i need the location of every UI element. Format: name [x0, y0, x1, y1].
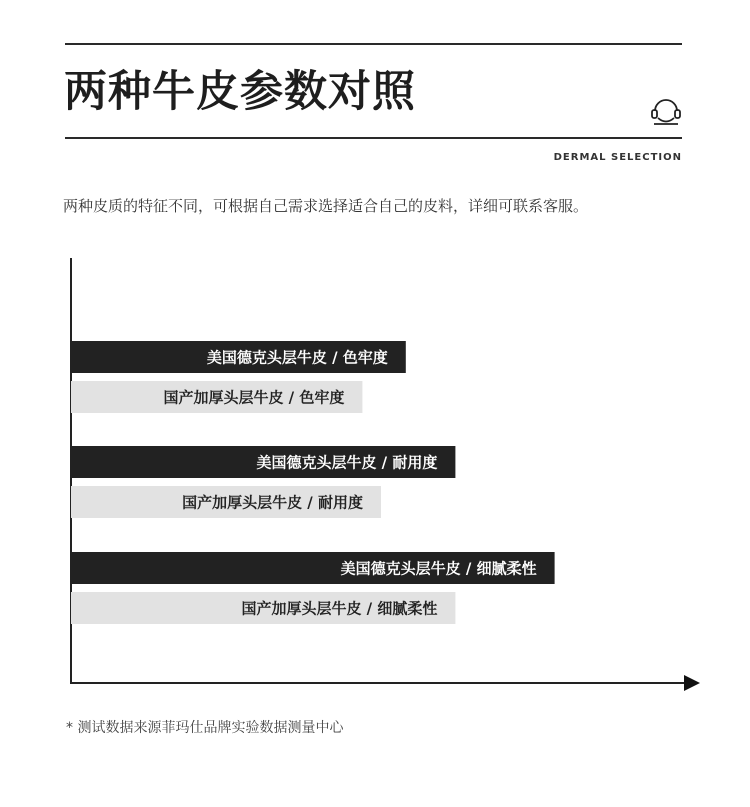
- bar-label-domestic: 国产加厚头层牛皮 / 色牢度: [163, 388, 345, 407]
- bar-label-us: 美国德克头层牛皮 / 耐用度: [256, 453, 438, 472]
- bar-label-us: 美国德克头层牛皮 / 色牢度: [206, 348, 388, 367]
- intro-text: 两种皮质的特征不同，可根据自己需求选择适合自己的皮料，详细可联系客服。: [63, 197, 589, 215]
- bar-label-domestic: 国产加厚头层牛皮 / 耐用度: [182, 493, 363, 512]
- bar-label-domestic: 国产加厚头层牛皮 / 细腻柔性: [241, 599, 438, 618]
- page-title: 两种牛皮参数对照: [64, 67, 416, 117]
- bar-label-us: 美国德克头层牛皮 / 细腻柔性: [340, 559, 537, 578]
- brand-label: DERMAL SELECTION: [553, 152, 682, 163]
- footnote: * 测试数据来源菲玛仕品牌实验数据测量中心: [66, 720, 344, 736]
- x-axis-arrow: [684, 675, 700, 691]
